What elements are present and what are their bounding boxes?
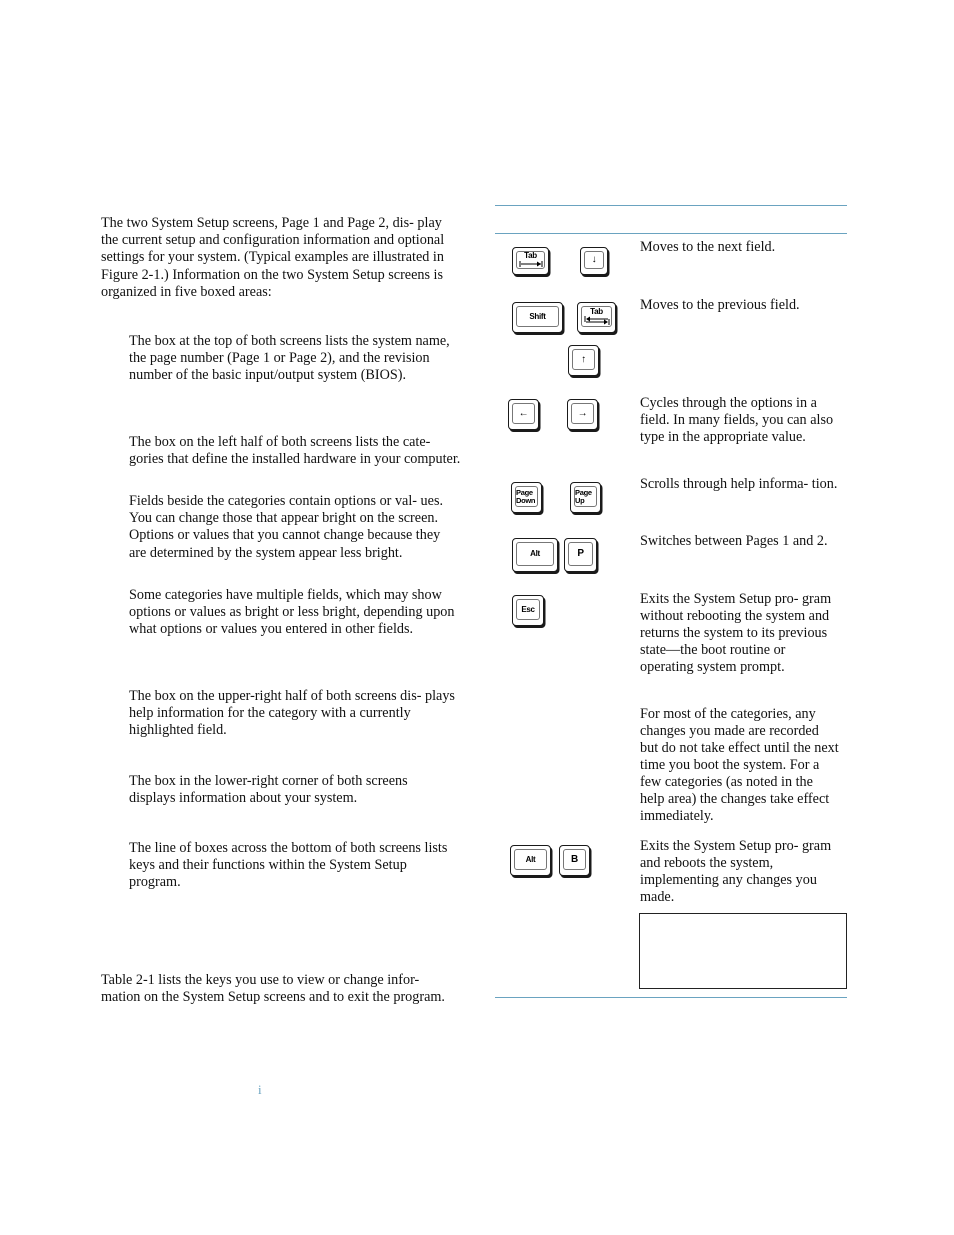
table-intro-paragraph: Table 2-1 lists the keys you use to view or change infor- mation on the System Setup screens and to exit the program. [101, 972, 445, 1006]
help-box-paragraph: The box on the upper-right half of both screens dis- plays help information for the category with a currently highlighted field. [129, 688, 455, 739]
config-box-paragraph-1: The box on the left half of both screens lists the cate- gories that define the installed hardware in your computer. [129, 434, 461, 468]
b-key-icon: B [559, 845, 590, 876]
alt-key-icon: Alt [510, 845, 551, 876]
esc-key-icon: Esc [512, 595, 544, 626]
table-top-rule [495, 205, 847, 206]
table-bottom-rule [495, 997, 847, 998]
next-field-description: Moves to the next field. [640, 239, 776, 255]
table-header-rule [495, 233, 847, 234]
alt-key-icon: Alt [512, 538, 558, 572]
title-box-paragraph: The box at the top of both screens lists the system name, the page number (Page 1 or Page 2), and the revision number of the basic input/output system (BIOS). [129, 333, 450, 384]
scroll-help-description: Scrolls through help informa- tion. [640, 476, 838, 492]
page-up-key-icon: Page Up [570, 482, 601, 513]
config-box-paragraph-2: Fields beside the categories contain options or val- ues. You can change those that appear bright on the screen. Options or values that you cannot change because they are determined by the system appear less bright. [129, 493, 444, 561]
system-box-paragraph: The box in the lower-right corner of both screens displays information about your system. [129, 773, 408, 807]
previous-field-description: Moves to the previous field. [640, 297, 800, 313]
cycle-options-description: Cycles through the options in a field. In many fields, you can also type in the appropriate value. [640, 395, 834, 445]
p-key-icon: P [564, 538, 597, 572]
page-number: i [258, 1082, 262, 1097]
right-arrow-key-icon: → [567, 399, 598, 430]
config-box-paragraph-3: Some categories have multiple fields, which may show options or values as bright or less bright, depending upon what options or values you entered in other fields. [129, 587, 455, 638]
shift-key-icon: Shift [512, 302, 563, 333]
up-arrow-key-icon: ↑ [568, 345, 599, 376]
switch-pages-description: Switches between Pages 1 and 2. [640, 533, 828, 549]
empty-note-box [639, 913, 847, 989]
page-down-key-icon: Page Down [511, 482, 542, 513]
exit-without-reboot-description: Exits the System Setup pro- gram without rebooting the system and returns the system to its previous state—the boot routine or operating system prompt. [640, 591, 832, 675]
down-arrow-key-icon: ↓ [580, 247, 608, 275]
intro-paragraph: The two System Setup screens, Page 1 and Page 2, dis- play the current setup and configuration information and optional settings for your system. (Typical examples are illustrated in Figure 2-1.) Information on the two System Setup screens is organized in five boxed areas: [101, 215, 445, 300]
changes-note-description: For most of the categories, any changes you made are recorded but do not take effect until the next time you boot the system. For a few categories (as noted in the help area) the changes take effect immediately. [640, 706, 839, 824]
tab-key-icon: Tab [577, 302, 616, 333]
left-arrow-key-icon: ← [508, 399, 539, 430]
tab-key-icon: Tab [512, 247, 549, 275]
key-box-paragraph: The line of boxes across the bottom of both screens lists keys and their functions within the System Setup program. [129, 840, 448, 891]
exit-and-reboot-description: Exits the System Setup pro- gram and reboots the system, implementing any changes you made. [640, 838, 832, 905]
